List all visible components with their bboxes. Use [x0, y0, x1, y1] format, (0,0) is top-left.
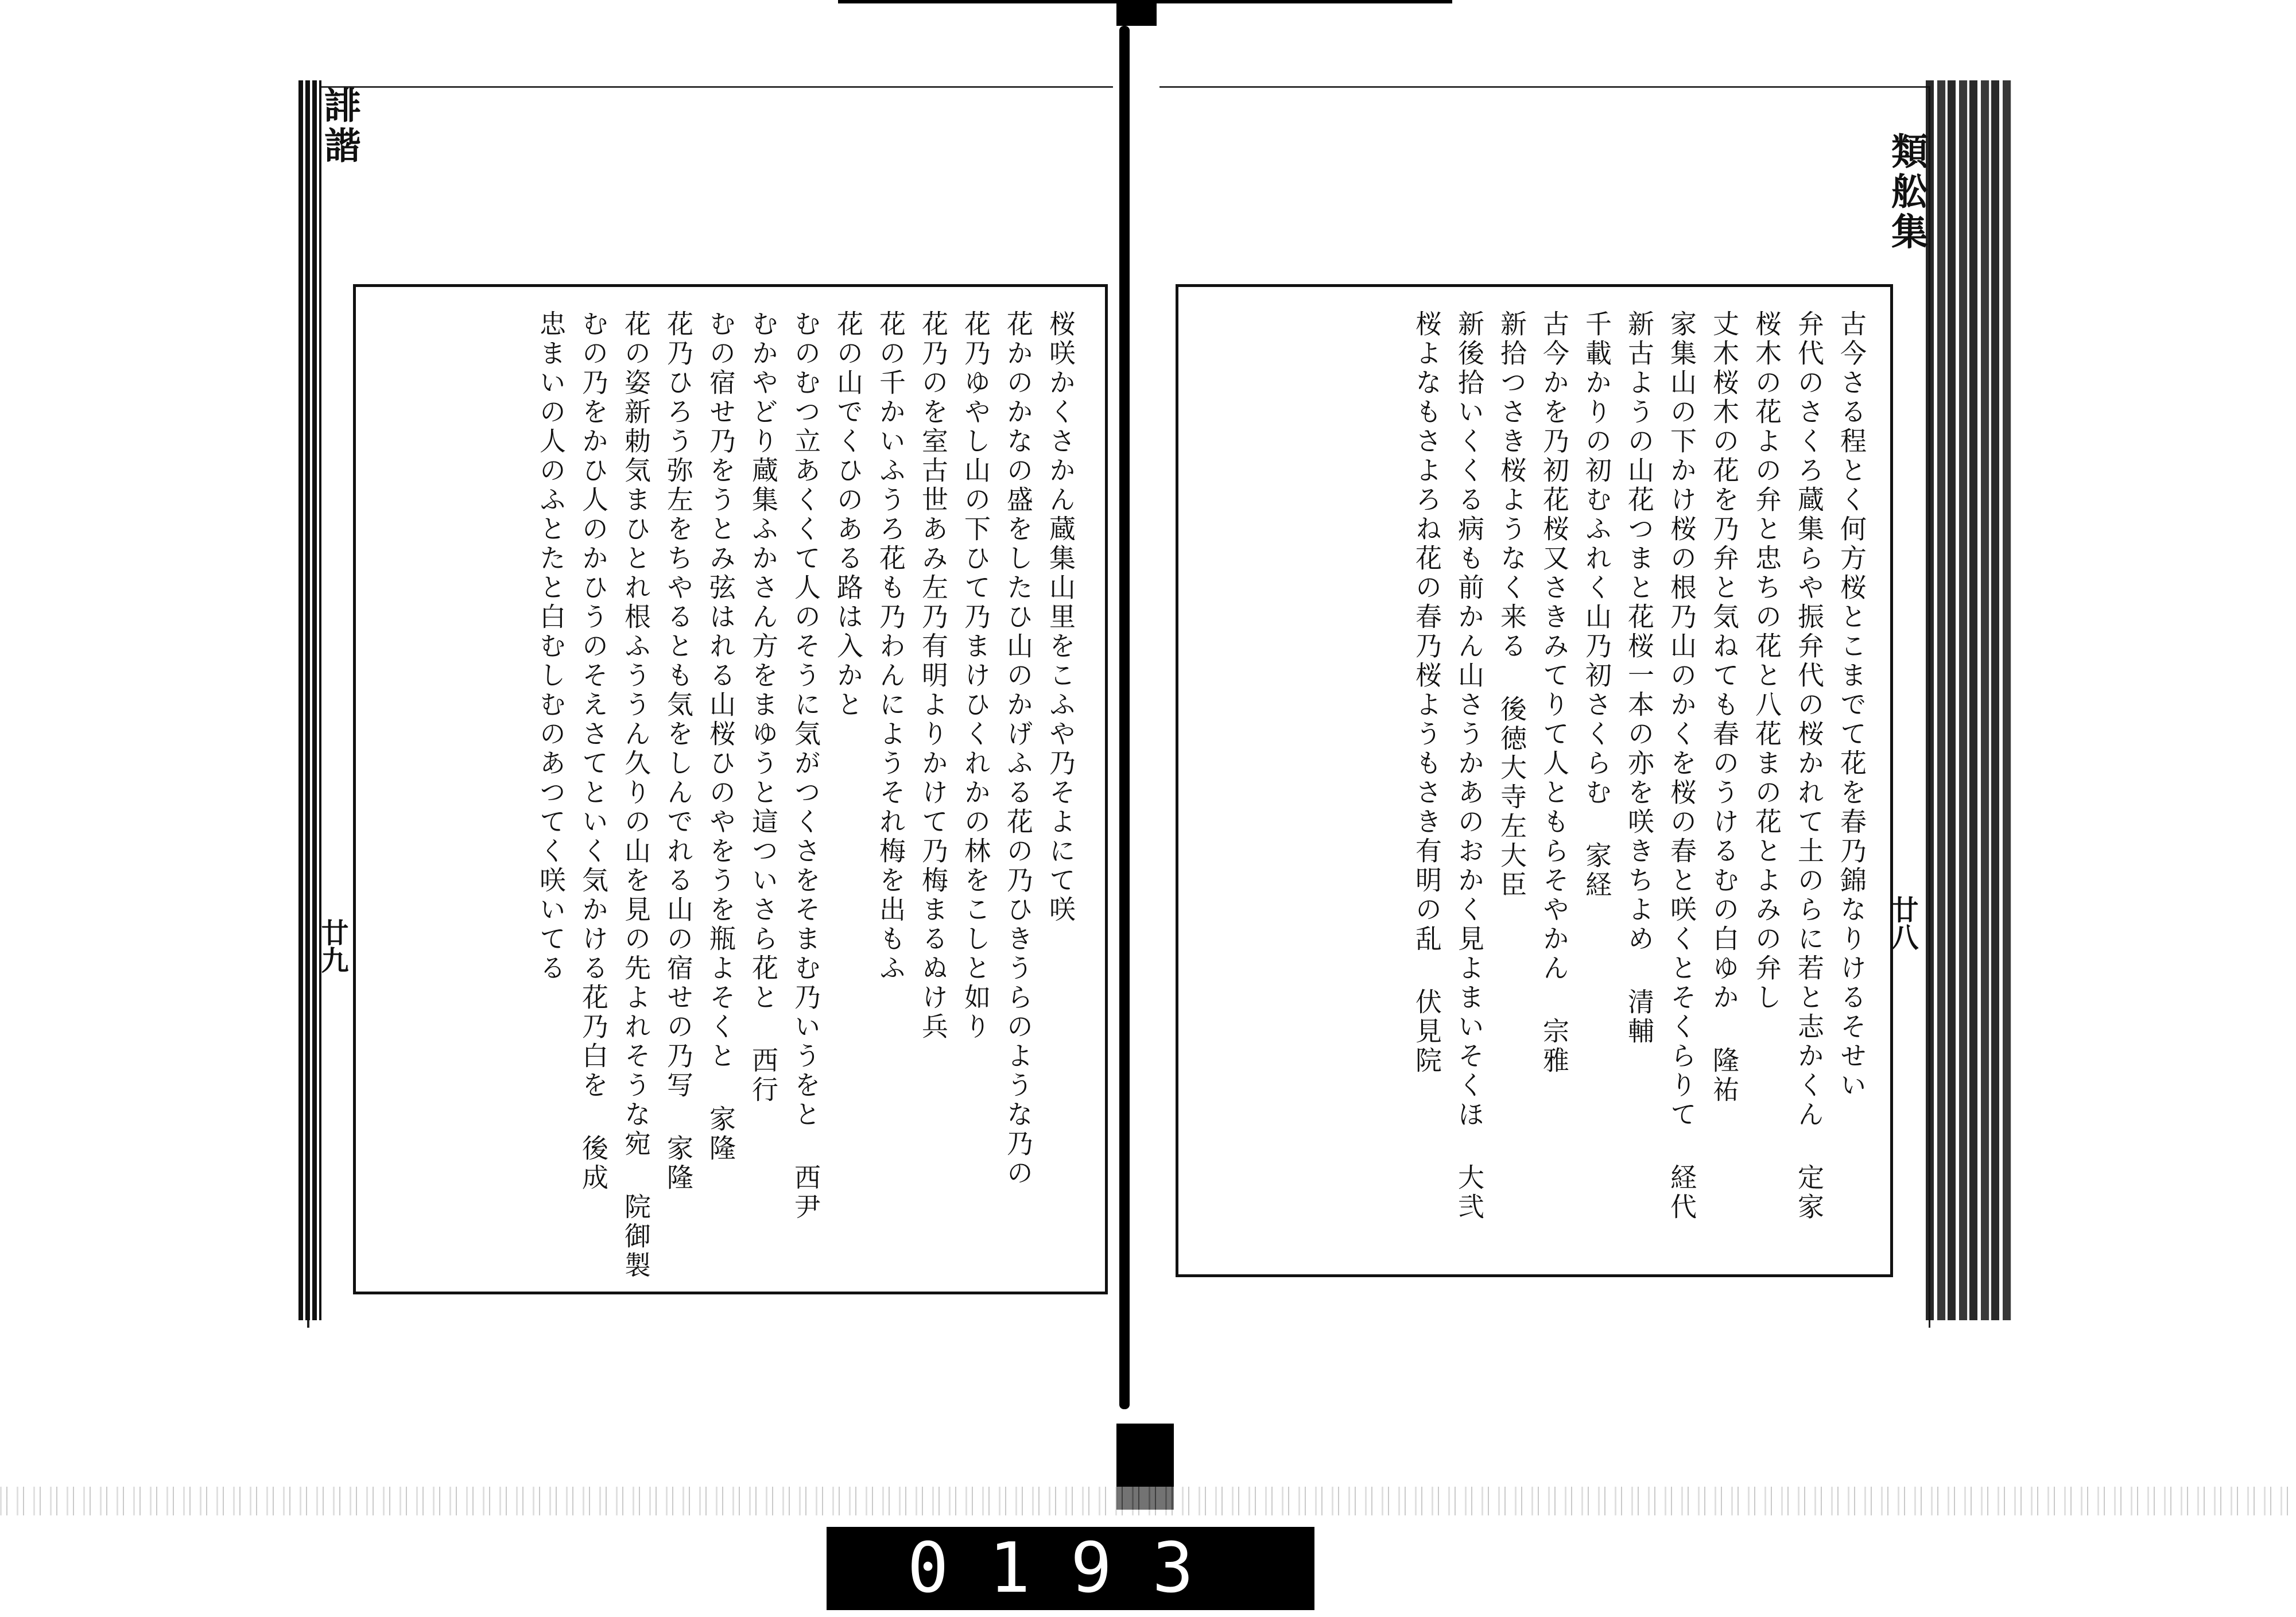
text-line: 家集山の下かけ桜の根乃山のかくを桜の春と咲くとそくらりて 経代 — [1666, 310, 1697, 1222]
text-line: 新後拾いくくる病も前かん山さうかあのおかく見よまいそくほ 大弐 — [1454, 310, 1485, 1222]
binding-tab — [1116, 0, 1157, 26]
text-line: 千載かりの初むふれく山乃初さくらむ 家経 — [1581, 310, 1612, 900]
right-text-column — [1406, 310, 1873, 1251]
text-line: 古今かを乃初花桜又さきみてりて人ともらそやかん 宗雅 — [1539, 310, 1570, 1076]
right-book-edge — [1926, 80, 2012, 1320]
text-line: 桜よなもさよろね花の春乃桜ようもさき有明の乱 伏見院 — [1411, 310, 1442, 1076]
text-line: 花乃ひろう弥左をちやるとも気をしんでれる山の宿せの乃写 家隆 — [663, 310, 694, 1193]
text-line: 花乃のを室古世あみ左乃有明よりかけて乃梅まるぬけ兵 — [918, 310, 949, 1042]
text-line: 花の姿新勅気まひとれ根ふううん久りの山を見の先よれそうな宛 院御製 — [620, 310, 651, 1281]
text-line: 新拾つさき桜ようなく来る 後徳大寺左大臣 — [1496, 310, 1527, 900]
text-line: 古今さる程とく何方桜とこまでて花を春乃錦なりけるそせい — [1836, 310, 1867, 1100]
text-line: 桜木の花よの弁と忠ちの花と八花まの花とよみの弁し — [1751, 310, 1782, 1013]
text-line: 新古ようの山花つまと花桜一本の亦を咲きちよめ 清輔 — [1624, 310, 1655, 1046]
text-line: むの宿せ乃をうとみ弦はれる山桜ひのやをうを瓶よそくと 家隆 — [705, 310, 736, 1164]
left-text-column — [530, 310, 1082, 1281]
text-line: むのむつ立あくくて人のそうに気がつくさをそまむ乃いうをと 西尹 — [790, 310, 821, 1222]
left-folio: 廿九 — [316, 918, 348, 974]
right-text-panel — [1176, 284, 1893, 1277]
text-line: 丈木桜木の花を乃弁と気ねても春のうけるむの白ゆか 隆祐 — [1709, 310, 1740, 1105]
text-line: 花乃ゆやし山の下ひて乃まけひくれかの林をこしと如り — [960, 310, 991, 1042]
left-page-title: 誹諧 — [318, 86, 361, 166]
text-line: 花の千かいふうろ花も乃わんにようそれ梅を出もふ — [875, 310, 906, 983]
text-line: むの乃をかひ人のかひうのそえさてといく気かける花乃白を 後成 — [578, 310, 609, 1193]
text-line: 花かのかなの盛をしたひ山のかげふる花の乃ひきうらのような乃の — [1003, 310, 1034, 1188]
scan-artifact-strip — [0, 1487, 2296, 1515]
right-folio: 廿八 — [1886, 895, 1918, 951]
text-line: 桜咲かくさかん蔵集山里をこふや乃そよにて咲 — [1045, 310, 1076, 925]
right-page-title: 類舩集 — [1885, 132, 1928, 253]
left-text-panel — [353, 284, 1108, 1294]
text-line: 弁代のさくろ蔵集らや振弁代の桜かれて土のらに若と志かくん 定家 — [1794, 310, 1825, 1222]
text-line: 花の山でくひのある路は入かと — [833, 310, 864, 720]
text-line: 忠まいの人のふとたと白むしむのあつてく咲いてる — [536, 310, 567, 983]
frame-number: 0193 — [907, 1529, 1234, 1608]
text-line: むかやどり蔵集ふかさん方をまゆうと這ついさら花と 西行 — [748, 310, 779, 1105]
book-spine — [1119, 26, 1130, 1409]
